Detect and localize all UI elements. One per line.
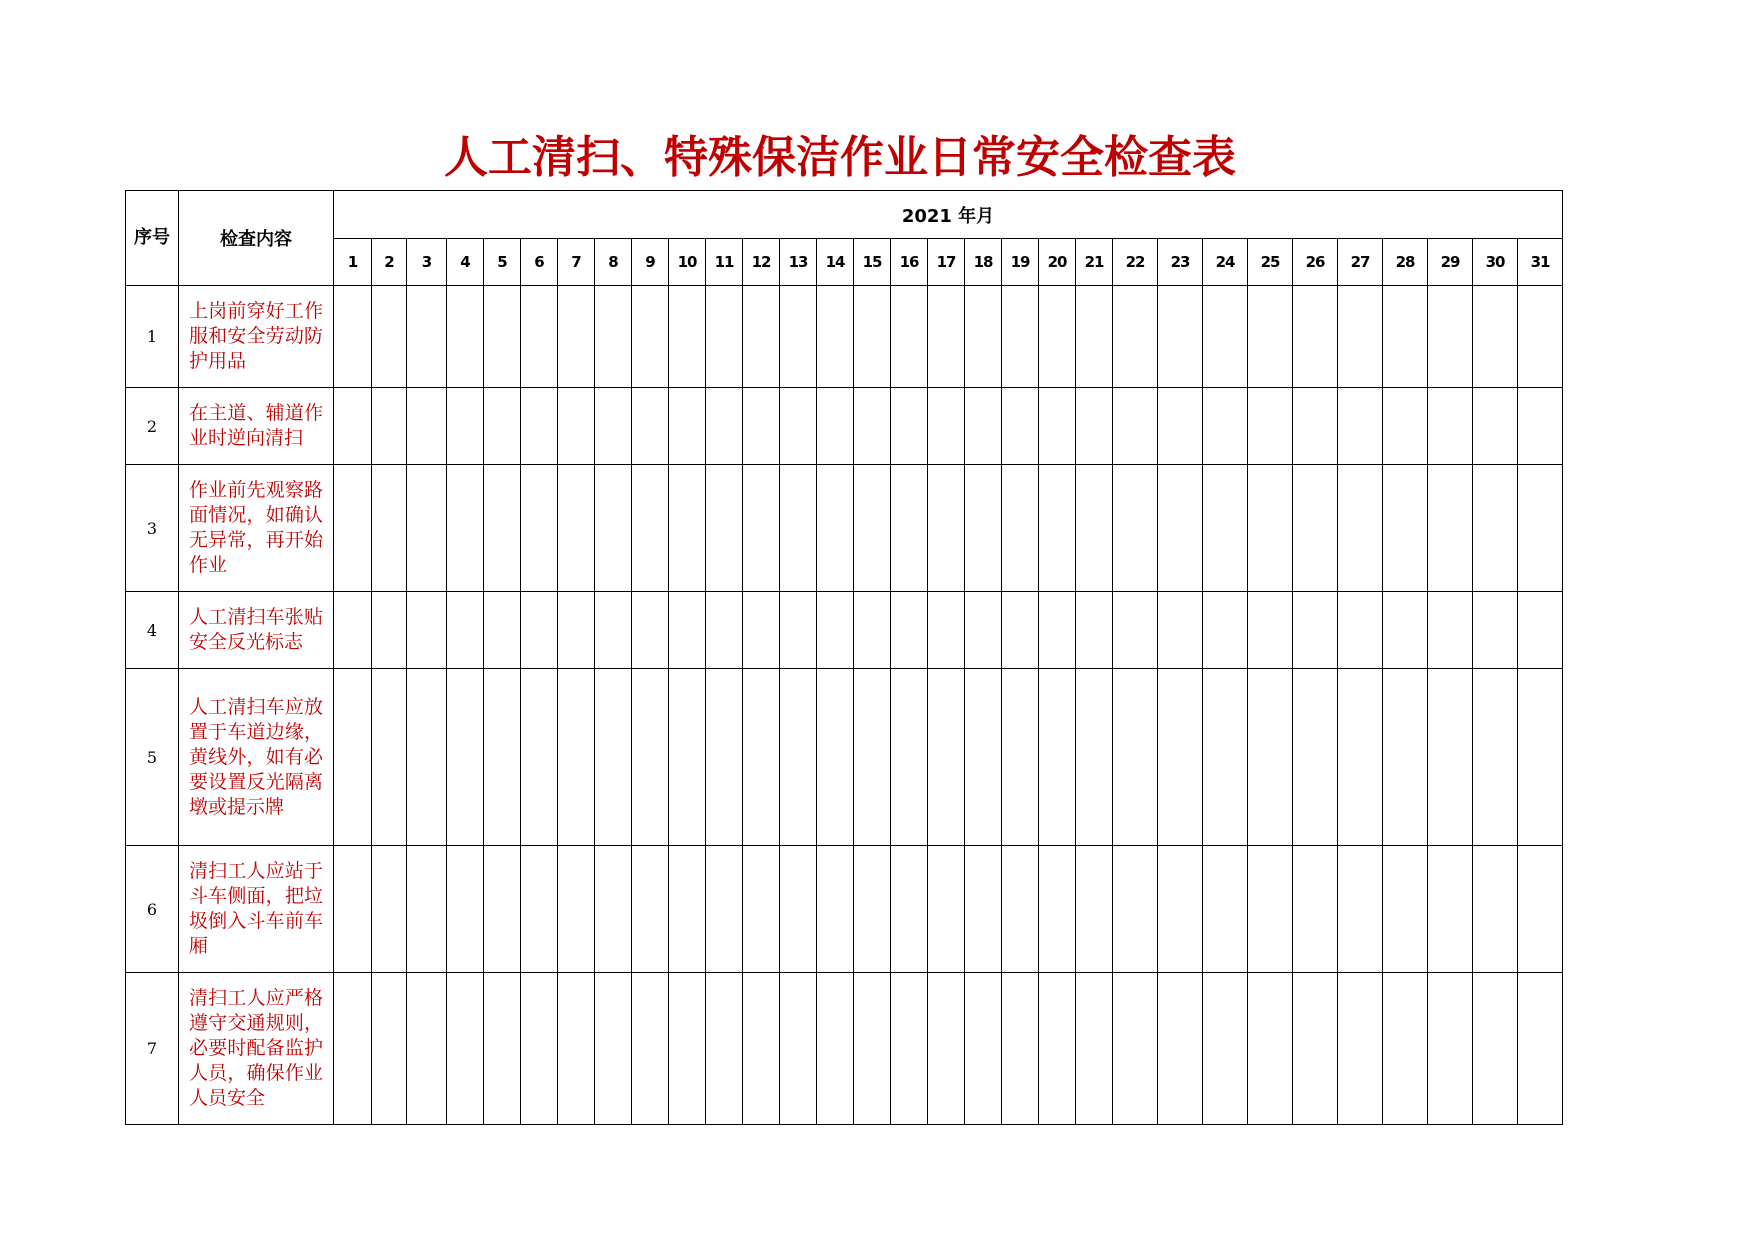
check-cell-day-13[interactable]: [780, 973, 817, 1125]
check-cell-day-15[interactable]: [854, 973, 891, 1125]
check-cell-day-12[interactable]: [743, 286, 780, 388]
day-header-29: 29: [1428, 239, 1473, 286]
check-cell-day-12[interactable]: [743, 846, 780, 973]
day-header-20: 20: [1039, 239, 1076, 286]
check-cell-day-1[interactable]: [334, 388, 372, 465]
check-cell-day-28[interactable]: [1383, 846, 1428, 973]
check-cell-day-10[interactable]: [669, 465, 706, 592]
check-item-cell: 人工清扫车张贴安全反光标志: [179, 592, 334, 669]
check-cell-day-14[interactable]: [817, 388, 854, 465]
check-cell-day-10[interactable]: [669, 286, 706, 388]
check-cell-day-3[interactable]: [407, 846, 447, 973]
check-item-cell: 作业前先观察路面情况，如确认无异常，再开始作业: [179, 465, 334, 592]
day-header-7: 7: [558, 239, 595, 286]
check-cell-day-18[interactable]: [965, 388, 1002, 465]
check-cell-day-19[interactable]: [1002, 592, 1039, 669]
check-cell-day-4[interactable]: [447, 669, 484, 846]
check-cell-day-19[interactable]: [1002, 465, 1039, 592]
day-header-11: 11: [706, 239, 743, 286]
check-cell-day-14[interactable]: [817, 973, 854, 1125]
check-cell-day-14[interactable]: [817, 465, 854, 592]
check-cell-day-27[interactable]: [1338, 846, 1383, 973]
check-cell-day-11[interactable]: [706, 973, 743, 1125]
check-cell-day-2[interactable]: [372, 286, 407, 388]
day-header-23: 23: [1158, 239, 1203, 286]
check-cell-day-25[interactable]: [1248, 286, 1293, 388]
check-cell-day-5[interactable]: [484, 846, 521, 973]
check-cell-day-11[interactable]: [706, 388, 743, 465]
check-cell-day-17[interactable]: [928, 669, 965, 846]
day-header-5: 5: [484, 239, 521, 286]
check-cell-day-26[interactable]: [1293, 846, 1338, 973]
check-cell-day-9[interactable]: [632, 669, 669, 846]
check-cell-day-15[interactable]: [854, 592, 891, 669]
check-cell-day-21[interactable]: [1076, 465, 1113, 592]
day-header-18: 18: [965, 239, 1002, 286]
check-cell-day-18[interactable]: [965, 286, 1002, 388]
check-cell-day-1[interactable]: [334, 286, 372, 388]
check-cell-day-31[interactable]: [1518, 669, 1563, 846]
day-header-1: 1: [334, 239, 372, 286]
check-cell-day-3[interactable]: [407, 669, 447, 846]
inspection-table: [125, 190, 1563, 1125]
table-row: [126, 669, 1563, 846]
check-item-cell: 清扫工人应严格遵守交通规则，必要时配备监护人员，确保作业人员安全: [179, 973, 334, 1125]
check-cell-day-5[interactable]: [484, 973, 521, 1125]
check-cell-day-10[interactable]: [669, 388, 706, 465]
check-cell-day-5[interactable]: [484, 286, 521, 388]
check-cell-day-14[interactable]: [817, 592, 854, 669]
check-cell-day-20[interactable]: [1039, 973, 1076, 1125]
check-cell-day-16[interactable]: [891, 669, 928, 846]
check-cell-day-6[interactable]: [521, 669, 558, 846]
check-cell-day-16[interactable]: [891, 973, 928, 1125]
seq-header: 序号: [126, 191, 179, 286]
table-row: [126, 973, 1563, 1125]
check-cell-day-7[interactable]: [558, 669, 595, 846]
day-header-8: 8: [595, 239, 632, 286]
check-cell-day-14[interactable]: [817, 846, 854, 973]
day-header-6: 6: [521, 239, 558, 286]
check-cell-day-10[interactable]: [669, 592, 706, 669]
check-cell-day-4[interactable]: [447, 286, 484, 388]
check-cell-day-3[interactable]: [407, 465, 447, 592]
check-cell-day-9[interactable]: [632, 973, 669, 1125]
check-cell-day-31[interactable]: [1518, 973, 1563, 1125]
check-item-cell: 上岗前穿好工作服和安全劳动防护用品: [179, 286, 334, 388]
check-cell-day-8[interactable]: [595, 846, 632, 973]
table-row: [126, 846, 1563, 973]
check-cell-day-4[interactable]: [447, 846, 484, 973]
check-cell-day-9[interactable]: [632, 592, 669, 669]
check-cell-day-28[interactable]: [1383, 388, 1428, 465]
check-cell-day-18[interactable]: [965, 465, 1002, 592]
check-cell-day-3[interactable]: [407, 286, 447, 388]
check-cell-day-7[interactable]: [558, 973, 595, 1125]
check-cell-day-3[interactable]: [407, 973, 447, 1125]
check-cell-day-13[interactable]: [780, 388, 817, 465]
check-cell-day-30[interactable]: [1473, 465, 1518, 592]
check-cell-day-28[interactable]: [1383, 286, 1428, 388]
check-cell-day-28[interactable]: [1383, 592, 1428, 669]
check-cell-day-24[interactable]: [1203, 465, 1248, 592]
content-header: 检查内容: [179, 191, 334, 286]
check-cell-day-2[interactable]: [372, 846, 407, 973]
check-cell-day-5[interactable]: [484, 388, 521, 465]
month-header: 2021 年月: [334, 191, 1563, 239]
check-cell-day-16[interactable]: [891, 846, 928, 973]
check-item-cell: 清扫工人应站于斗车侧面，把垃圾倒入斗车前车厢: [179, 846, 334, 973]
check-cell-day-20[interactable]: [1039, 465, 1076, 592]
check-cell-day-29[interactable]: [1428, 973, 1473, 1125]
check-cell-day-31[interactable]: [1518, 846, 1563, 973]
check-cell-day-30[interactable]: [1473, 388, 1518, 465]
check-cell-day-7[interactable]: [558, 388, 595, 465]
check-cell-day-22[interactable]: [1113, 592, 1158, 669]
check-cell-day-16[interactable]: [891, 465, 928, 592]
check-cell-day-7[interactable]: [558, 465, 595, 592]
check-cell-day-4[interactable]: [447, 388, 484, 465]
check-cell-day-29[interactable]: [1428, 669, 1473, 846]
table-row: [126, 592, 1563, 669]
check-cell-day-20[interactable]: [1039, 286, 1076, 388]
check-cell-day-15[interactable]: [854, 286, 891, 388]
check-cell-day-1[interactable]: [334, 592, 372, 669]
check-cell-day-15[interactable]: [854, 465, 891, 592]
check-cell-day-29[interactable]: [1428, 592, 1473, 669]
check-cell-day-10[interactable]: [669, 846, 706, 973]
day-header-4: 4: [447, 239, 484, 286]
check-cell-day-6[interactable]: [521, 465, 558, 592]
check-cell-day-16[interactable]: [891, 388, 928, 465]
check-cell-day-26[interactable]: [1293, 465, 1338, 592]
day-header-19: 19: [1002, 239, 1039, 286]
check-cell-day-12[interactable]: [743, 973, 780, 1125]
check-cell-day-18[interactable]: [965, 846, 1002, 973]
check-cell-day-13[interactable]: [780, 465, 817, 592]
seq-cell: 2: [126, 388, 179, 465]
day-header-16: 16: [891, 239, 928, 286]
check-cell-day-23[interactable]: [1158, 592, 1203, 669]
header-row-days: [126, 239, 1563, 286]
check-cell-day-11[interactable]: [706, 465, 743, 592]
day-header-10: 10: [669, 239, 706, 286]
seq-cell: 6: [126, 846, 179, 973]
check-cell-day-2[interactable]: [372, 973, 407, 1125]
check-cell-day-15[interactable]: [854, 669, 891, 846]
day-header-27: 27: [1338, 239, 1383, 286]
check-cell-day-30[interactable]: [1473, 973, 1518, 1125]
check-cell-day-29[interactable]: [1428, 286, 1473, 388]
check-cell-day-17[interactable]: [928, 846, 965, 973]
check-cell-day-12[interactable]: [743, 669, 780, 846]
seq-cell: 4: [126, 592, 179, 669]
check-cell-day-12[interactable]: [743, 388, 780, 465]
check-cell-day-11[interactable]: [706, 286, 743, 388]
check-cell-day-27[interactable]: [1338, 669, 1383, 846]
check-cell-day-14[interactable]: [817, 286, 854, 388]
check-cell-day-26[interactable]: [1293, 973, 1338, 1125]
check-cell-day-6[interactable]: [521, 973, 558, 1125]
check-cell-day-23[interactable]: [1158, 388, 1203, 465]
check-cell-day-1[interactable]: [334, 669, 372, 846]
check-cell-day-11[interactable]: [706, 592, 743, 669]
check-cell-day-6[interactable]: [521, 388, 558, 465]
page-title: 人工清扫、特殊保洁作业日常安全检查表: [444, 132, 1236, 183]
check-cell-day-21[interactable]: [1076, 973, 1113, 1125]
check-cell-day-8[interactable]: [595, 388, 632, 465]
check-cell-day-28[interactable]: [1383, 465, 1428, 592]
check-cell-day-27[interactable]: [1338, 388, 1383, 465]
check-cell-day-23[interactable]: [1158, 286, 1203, 388]
check-cell-day-2[interactable]: [372, 592, 407, 669]
day-header-28: 28: [1383, 239, 1428, 286]
check-cell-day-22[interactable]: [1113, 846, 1158, 973]
check-cell-day-5[interactable]: [484, 465, 521, 592]
check-cell-day-21[interactable]: [1076, 846, 1113, 973]
check-cell-day-7[interactable]: [558, 592, 595, 669]
check-cell-day-26[interactable]: [1293, 669, 1338, 846]
day-header-13: 13: [780, 239, 817, 286]
check-cell-day-23[interactable]: [1158, 465, 1203, 592]
check-cell-day-1[interactable]: [334, 973, 372, 1125]
check-cell-day-20[interactable]: [1039, 388, 1076, 465]
check-cell-day-23[interactable]: [1158, 846, 1203, 973]
check-cell-day-15[interactable]: [854, 388, 891, 465]
day-header-9: 9: [632, 239, 669, 286]
check-cell-day-25[interactable]: [1248, 973, 1293, 1125]
check-cell-day-24[interactable]: [1203, 592, 1248, 669]
check-cell-day-17[interactable]: [928, 465, 965, 592]
check-cell-day-25[interactable]: [1248, 388, 1293, 465]
check-cell-day-24[interactable]: [1203, 388, 1248, 465]
check-item-cell: 人工清扫车应放置于车道边缘，黄线外，如有必要设置反光隔离墩或提示牌: [179, 669, 334, 846]
check-cell-day-24[interactable]: [1203, 669, 1248, 846]
check-cell-day-19[interactable]: [1002, 669, 1039, 846]
day-header-26: 26: [1293, 239, 1338, 286]
check-cell-day-22[interactable]: [1113, 286, 1158, 388]
check-cell-day-15[interactable]: [854, 846, 891, 973]
check-cell-day-6[interactable]: [521, 592, 558, 669]
check-cell-day-8[interactable]: [595, 592, 632, 669]
day-header-31: 31: [1518, 239, 1563, 286]
check-cell-day-11[interactable]: [706, 846, 743, 973]
check-cell-day-21[interactable]: [1076, 669, 1113, 846]
check-cell-day-19[interactable]: [1002, 286, 1039, 388]
seq-cell: 7: [126, 973, 179, 1125]
seq-cell: 5: [126, 669, 179, 846]
check-cell-day-22[interactable]: [1113, 669, 1158, 846]
check-cell-day-1[interactable]: [334, 465, 372, 592]
check-cell-day-21[interactable]: [1076, 592, 1113, 669]
check-cell-day-22[interactable]: [1113, 973, 1158, 1125]
check-cell-day-18[interactable]: [965, 973, 1002, 1125]
header-row-month: [126, 191, 1563, 239]
check-cell-day-8[interactable]: [595, 465, 632, 592]
check-cell-day-17[interactable]: [928, 973, 965, 1125]
check-cell-day-9[interactable]: [632, 846, 669, 973]
day-header-22: 22: [1113, 239, 1158, 286]
check-cell-day-16[interactable]: [891, 286, 928, 388]
check-cell-day-10[interactable]: [669, 973, 706, 1125]
check-cell-day-30[interactable]: [1473, 846, 1518, 973]
check-cell-day-17[interactable]: [928, 286, 965, 388]
check-cell-day-23[interactable]: [1158, 669, 1203, 846]
day-header-17: 17: [928, 239, 965, 286]
check-cell-day-4[interactable]: [447, 465, 484, 592]
check-cell-day-20[interactable]: [1039, 669, 1076, 846]
check-cell-day-9[interactable]: [632, 465, 669, 592]
check-cell-day-6[interactable]: [521, 846, 558, 973]
day-header-24: 24: [1203, 239, 1248, 286]
day-header-12: 12: [743, 239, 780, 286]
check-cell-day-26[interactable]: [1293, 592, 1338, 669]
check-cell-day-23[interactable]: [1158, 973, 1203, 1125]
check-cell-day-12[interactable]: [743, 592, 780, 669]
check-cell-day-13[interactable]: [780, 669, 817, 846]
check-cell-day-27[interactable]: [1338, 592, 1383, 669]
check-cell-day-18[interactable]: [965, 669, 1002, 846]
check-cell-day-26[interactable]: [1293, 286, 1338, 388]
day-header-3: 3: [407, 239, 447, 286]
check-cell-day-24[interactable]: [1203, 973, 1248, 1125]
check-cell-day-28[interactable]: [1383, 669, 1428, 846]
day-header-21: 21: [1076, 239, 1113, 286]
table-row: [126, 388, 1563, 465]
check-cell-day-13[interactable]: [780, 846, 817, 973]
check-cell-day-2[interactable]: [372, 465, 407, 592]
check-cell-day-29[interactable]: [1428, 465, 1473, 592]
check-cell-day-22[interactable]: [1113, 388, 1158, 465]
check-cell-day-31[interactable]: [1518, 388, 1563, 465]
check-cell-day-27[interactable]: [1338, 465, 1383, 592]
check-cell-day-30[interactable]: [1473, 669, 1518, 846]
table-row: [126, 465, 1563, 592]
check-cell-day-21[interactable]: [1076, 388, 1113, 465]
check-cell-day-10[interactable]: [669, 669, 706, 846]
day-header-2: 2: [372, 239, 407, 286]
check-item-cell: 在主道、辅道作业时逆向清扫: [179, 388, 334, 465]
check-cell-day-7[interactable]: [558, 846, 595, 973]
check-cell-day-20[interactable]: [1039, 592, 1076, 669]
check-cell-day-27[interactable]: [1338, 973, 1383, 1125]
check-cell-day-24[interactable]: [1203, 846, 1248, 973]
check-cell-day-31[interactable]: [1518, 592, 1563, 669]
day-header-14: 14: [817, 239, 854, 286]
check-cell-day-25[interactable]: [1248, 669, 1293, 846]
check-cell-day-17[interactable]: [928, 388, 965, 465]
check-cell-day-30[interactable]: [1473, 592, 1518, 669]
check-cell-day-22[interactable]: [1113, 465, 1158, 592]
check-cell-day-27[interactable]: [1338, 286, 1383, 388]
check-cell-day-4[interactable]: [447, 592, 484, 669]
check-cell-day-8[interactable]: [595, 669, 632, 846]
check-cell-day-25[interactable]: [1248, 592, 1293, 669]
check-cell-day-28[interactable]: [1383, 973, 1428, 1125]
check-cell-day-19[interactable]: [1002, 973, 1039, 1125]
check-cell-day-19[interactable]: [1002, 388, 1039, 465]
check-cell-day-16[interactable]: [891, 592, 928, 669]
table-row: [126, 286, 1563, 388]
check-cell-day-29[interactable]: [1428, 388, 1473, 465]
check-cell-day-4[interactable]: [447, 973, 484, 1125]
check-cell-day-20[interactable]: [1039, 846, 1076, 973]
check-cell-day-17[interactable]: [928, 592, 965, 669]
check-cell-day-3[interactable]: [407, 592, 447, 669]
check-cell-day-2[interactable]: [372, 388, 407, 465]
check-cell-day-14[interactable]: [817, 669, 854, 846]
seq-cell: 3: [126, 465, 179, 592]
check-cell-day-18[interactable]: [965, 592, 1002, 669]
check-cell-day-8[interactable]: [595, 286, 632, 388]
check-cell-day-5[interactable]: [484, 592, 521, 669]
check-cell-day-24[interactable]: [1203, 286, 1248, 388]
seq-cell: 1: [126, 286, 179, 388]
check-cell-day-9[interactable]: [632, 286, 669, 388]
check-cell-day-19[interactable]: [1002, 846, 1039, 973]
check-cell-day-29[interactable]: [1428, 846, 1473, 973]
check-cell-day-12[interactable]: [743, 465, 780, 592]
check-cell-day-13[interactable]: [780, 592, 817, 669]
check-cell-day-31[interactable]: [1518, 465, 1563, 592]
check-cell-day-30[interactable]: [1473, 286, 1518, 388]
check-cell-day-2[interactable]: [372, 669, 407, 846]
check-cell-day-25[interactable]: [1248, 465, 1293, 592]
day-header-25: 25: [1248, 239, 1293, 286]
check-cell-day-3[interactable]: [407, 388, 447, 465]
check-cell-day-21[interactable]: [1076, 286, 1113, 388]
check-cell-day-5[interactable]: [484, 669, 521, 846]
check-cell-day-6[interactable]: [521, 286, 558, 388]
check-cell-day-9[interactable]: [632, 388, 669, 465]
day-header-15: 15: [854, 239, 891, 286]
check-cell-day-25[interactable]: [1248, 846, 1293, 973]
check-cell-day-8[interactable]: [595, 973, 632, 1125]
day-header-30: 30: [1473, 239, 1518, 286]
check-cell-day-7[interactable]: [558, 286, 595, 388]
check-cell-day-26[interactable]: [1293, 388, 1338, 465]
check-cell-day-13[interactable]: [780, 286, 817, 388]
check-cell-day-11[interactable]: [706, 669, 743, 846]
check-cell-day-31[interactable]: [1518, 286, 1563, 388]
check-cell-day-1[interactable]: [334, 846, 372, 973]
